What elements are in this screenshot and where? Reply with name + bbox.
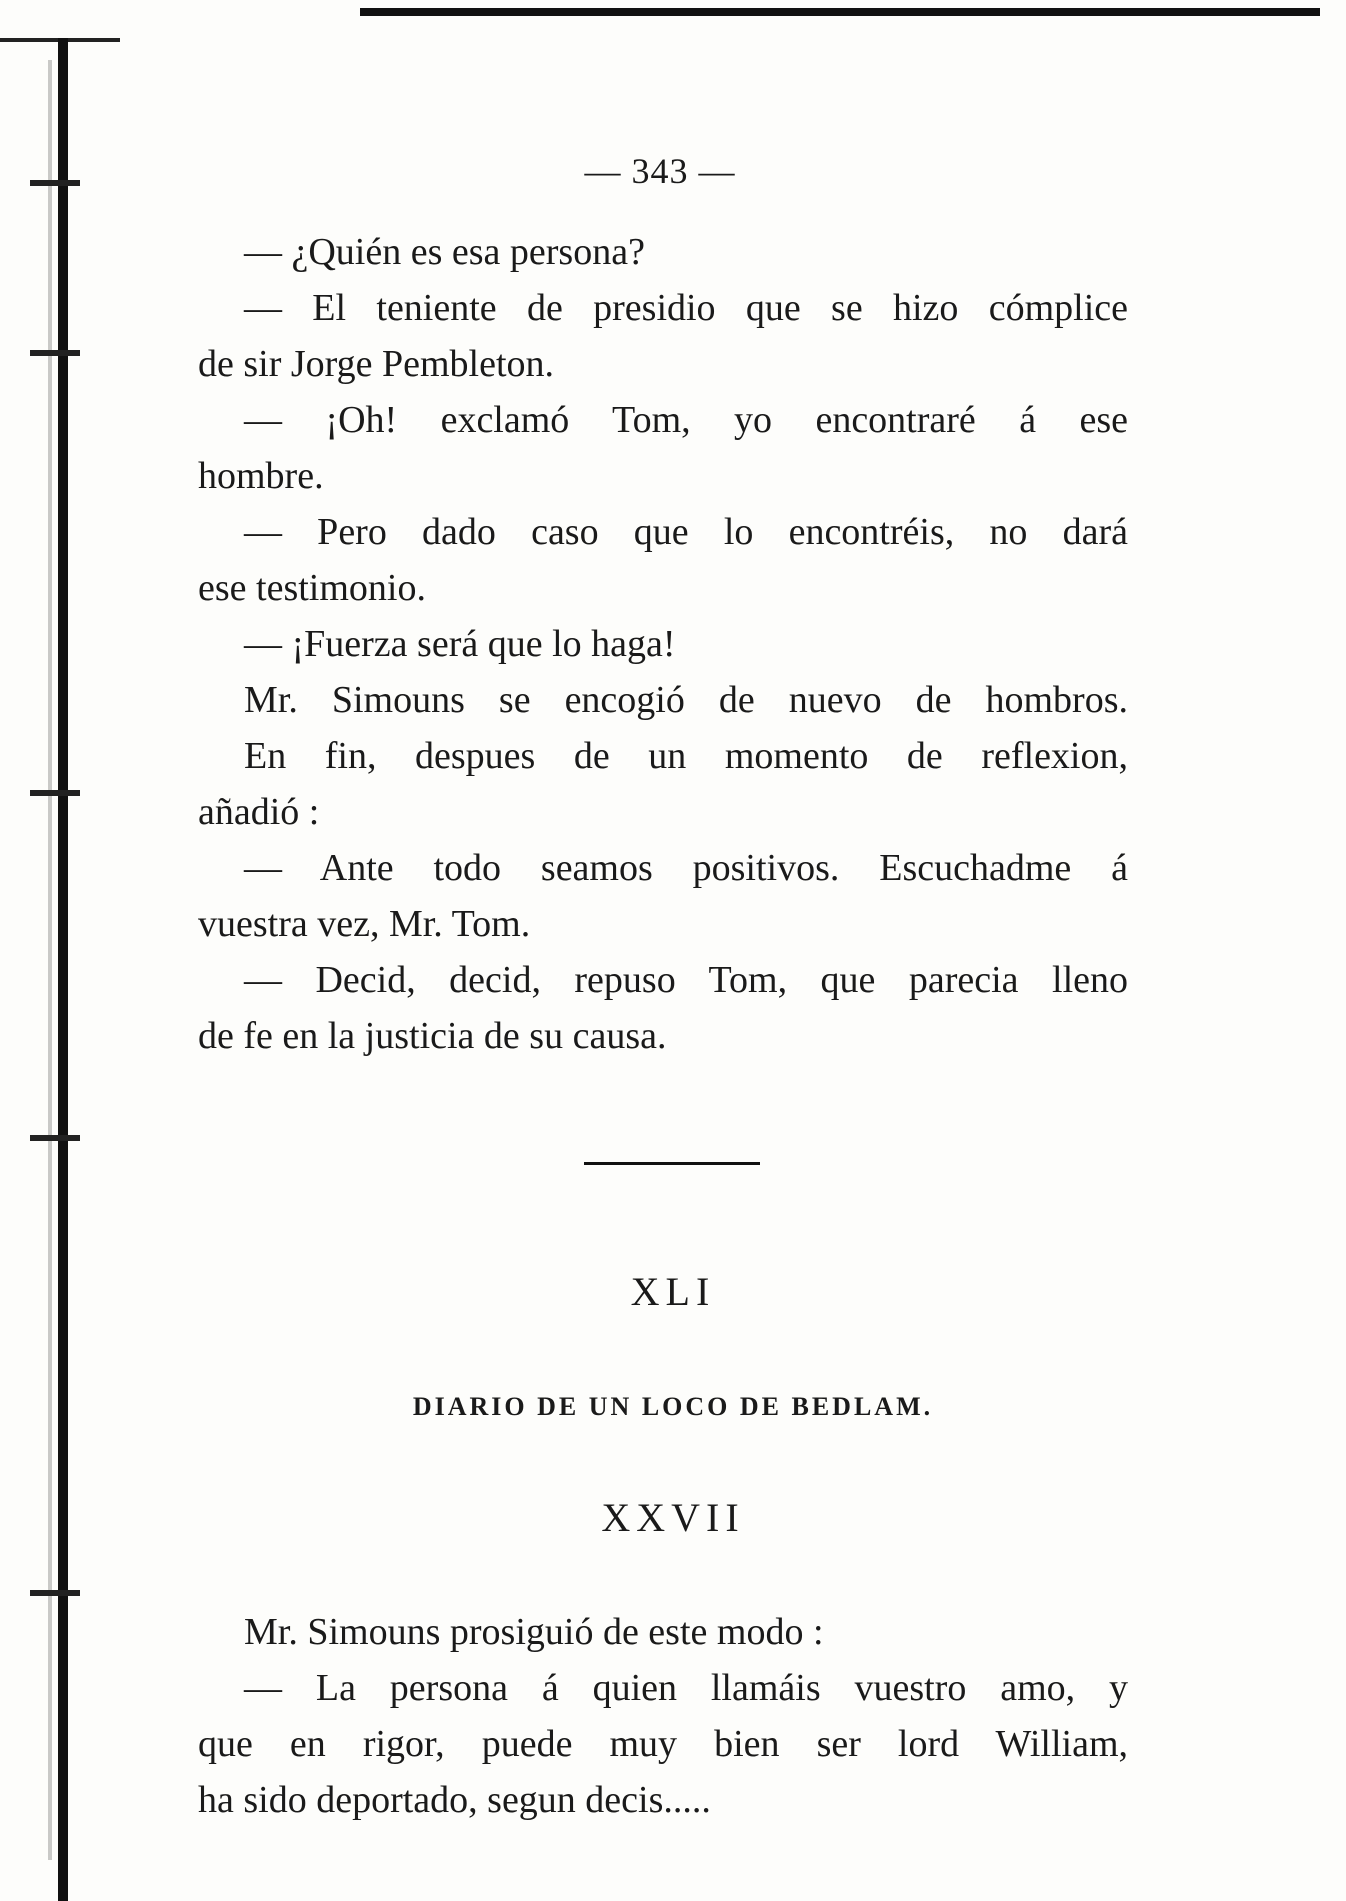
text-line: de sir Jorge Pembleton. (198, 343, 555, 385)
text-line: vuestra vez, Mr. Tom. (198, 903, 531, 945)
text-line: añadió : (198, 791, 320, 833)
binding-mark (30, 1135, 80, 1141)
chapter-number: XLI (630, 1269, 716, 1314)
text-line: — ¿Quién es esa persona? (244, 231, 645, 273)
text-line: ha sido deportado, segun decis..... (198, 1779, 711, 1821)
binding-mark (30, 180, 80, 186)
text-line: de fe en la justicia de su causa. (198, 1015, 667, 1057)
body-text-bottom (198, 1604, 1128, 1828)
text-line: hombre. (198, 455, 324, 497)
text-line: — Pero dado caso que lo encontréis, no dará (244, 511, 1128, 553)
page-number: — 343 — (584, 151, 736, 191)
binding-mark (30, 1590, 80, 1596)
text-line: Mr. Simouns se encogió de nuevo de hombros. (244, 679, 1128, 721)
chapter-title: DIARIO DE UN LOCO DE BEDLAM. (412, 1392, 934, 1421)
top-border-rule (360, 8, 1320, 16)
text-line: Mr. Simouns prosiguió de este modo : (244, 1611, 824, 1653)
text-line: que en rigor, puede muy bien ser lord William, (198, 1723, 1128, 1765)
binding-mark (30, 350, 80, 356)
section-number: XXVII (601, 1495, 745, 1540)
text-line: — La persona á quien llamáis vuestro amo, y (244, 1667, 1128, 1709)
binding-mark (30, 790, 80, 796)
binding-edge (58, 38, 68, 1901)
text-line: En fin, despues de un momento de reflexion, (244, 735, 1128, 777)
text-line: — ¡Fuerza será que lo haga! (244, 623, 676, 665)
body-text-top (198, 224, 1128, 1064)
text-line: — Decid, decid, repuso Tom, que parecia lleno (244, 959, 1128, 1001)
text-line: ese testimonio. (198, 567, 426, 609)
text-line: — ¡Oh! exclamó Tom, yo encontraré á ese (244, 399, 1128, 441)
section-divider (584, 1162, 760, 1165)
text-line: — El teniente de presidio que se hizo cómplice (244, 287, 1128, 329)
text-line: — Ante todo seamos positivos. Escuchadme á (244, 847, 1128, 889)
